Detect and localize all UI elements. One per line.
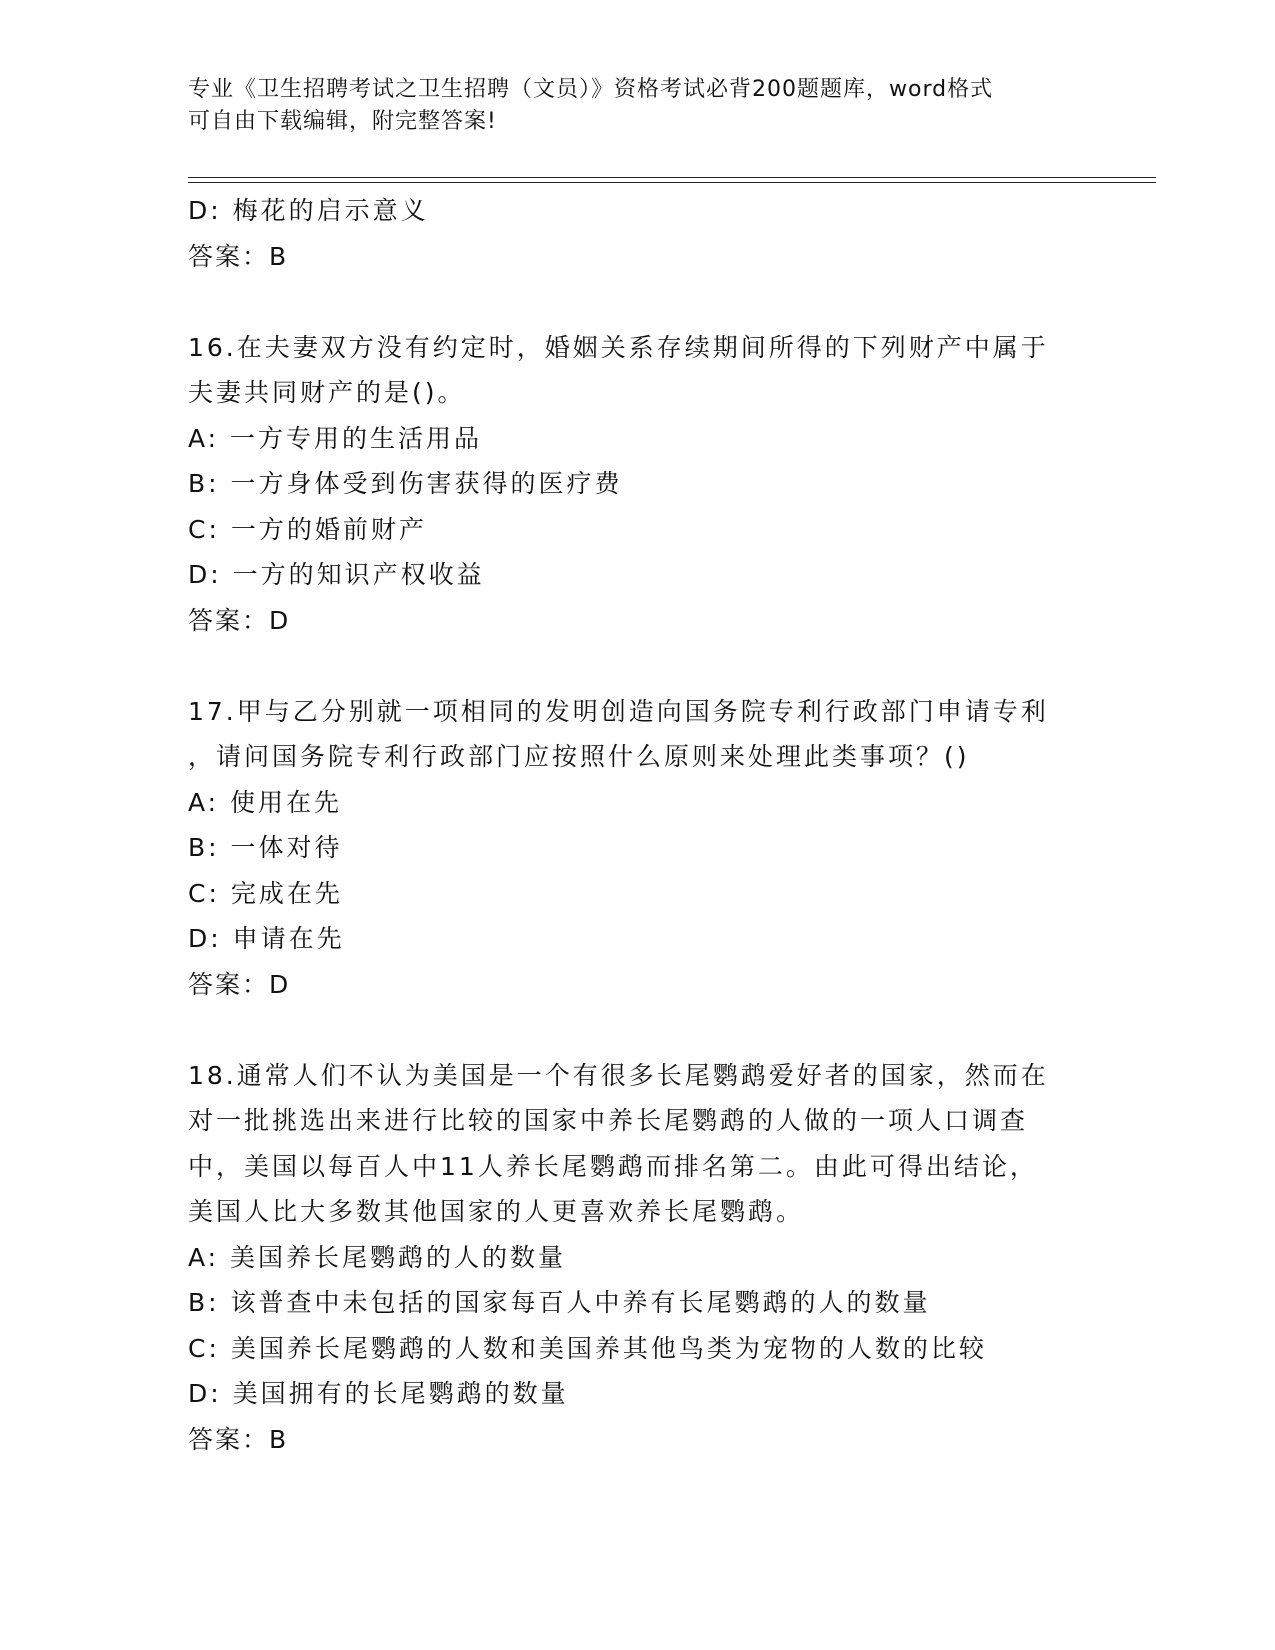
option-d: D: 申请在先	[188, 924, 345, 953]
header-divider-bottom	[188, 182, 1156, 183]
document-header	[188, 74, 1068, 138]
document-body	[188, 188, 1088, 1462]
question-stem-line: 美国人比大多数其他国家的人更喜欢养长尾鹦鹉。	[188, 1197, 805, 1226]
answer: 答案：B	[188, 1424, 289, 1454]
spacer	[188, 1007, 1088, 1053]
option-a: A: 一方专用的生活用品	[188, 423, 483, 453]
header-line-2: 可自由下载编辑，附完整答案!	[188, 109, 497, 134]
question-stem-line: 18.通常人们不认为美国是一个有很多长尾鹦鹉爱好者的国家，然而在	[188, 1060, 1049, 1090]
option-d: D: 美国拥有的长尾鹦鹉的数量	[188, 1379, 569, 1408]
question-stem-line: ，请问国务院专利行政部门应按照什么原则来处理此类事项？()	[188, 742, 970, 771]
answer: 答案：D	[188, 969, 291, 999]
question-stem-line: 中，美国以每百人中11人养长尾鹦鹉而排名第二。由此可得出结论，	[188, 1151, 1038, 1181]
answer: 答案：D	[188, 605, 291, 635]
question-stem-line: 对一批挑选出来进行比较的国家中养长尾鹦鹉的人做的一项人口调查	[188, 1106, 1029, 1135]
question-stem-line: 16.在夫妻双方没有约定时，婚姻关系存续期间所得的下列财产中属于	[188, 332, 1049, 362]
spacer	[188, 643, 1088, 689]
question-16	[188, 325, 1088, 644]
question-17	[188, 689, 1088, 1008]
question-18	[188, 1053, 1088, 1463]
prev-option-d: D: 梅花的启示意义	[188, 196, 429, 225]
spacer	[188, 279, 1088, 325]
option-a: A: 美国养长尾鹦鹉的人的数量	[188, 1242, 567, 1272]
header-line-1: 专业《卫生招聘考试之卫生招聘（文员）》资格考试必背200题题库，word格式	[188, 77, 994, 102]
option-a: A: 使用在先	[188, 787, 343, 817]
option-d: D: 一方的知识产权收益	[188, 560, 485, 589]
question-stem-line: 夫妻共同财产的是()。	[188, 378, 466, 407]
option-b: B: 一体对待	[188, 833, 343, 862]
option-b: B: 该普查中未包括的国家每百人中养有长尾鹦鹉的人的数量	[188, 1288, 931, 1317]
option-b: B: 一方身体受到伤害获得的医疗费	[188, 469, 623, 498]
prev-answer: 答案：B	[188, 241, 289, 271]
option-c: C: 一方的婚前财产	[188, 514, 427, 544]
option-c: C: 完成在先	[188, 878, 343, 908]
header-divider-top	[188, 177, 1156, 178]
option-c: C: 美国养长尾鹦鹉的人数和美国养其他鸟类为宠物的人数的比较	[188, 1333, 987, 1363]
question-stem-line: 17.甲与乙分别就一项相同的发明创造向国务院专利行政部门申请专利	[188, 696, 1049, 726]
